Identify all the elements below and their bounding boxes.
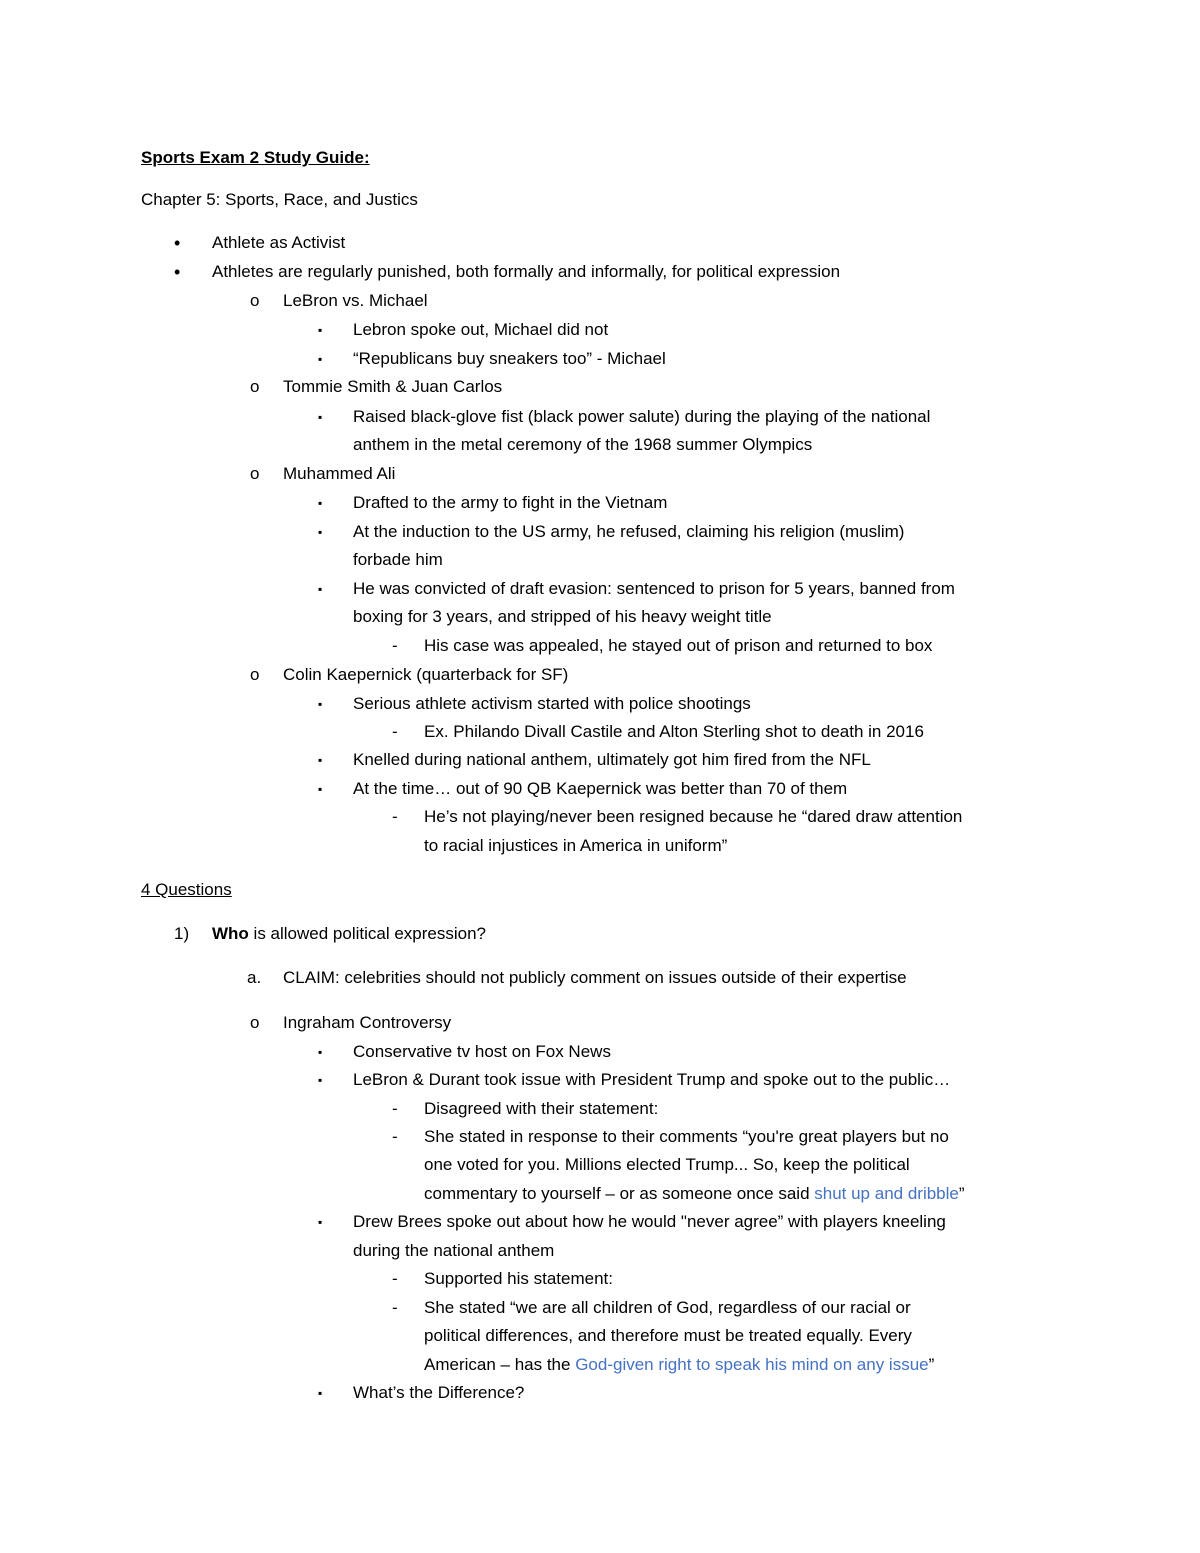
square-bullet-icon: ▪ [318,697,323,711]
question-bold-word: Who [212,924,249,943]
list-item-continuation: boxing for 3 years, and stripped of his heavy weight title [353,607,772,626]
list-subitem-continuation [424,1353,934,1377]
list-subitem: He’s not playing/never been resigned because he “dared draw attention [424,807,963,826]
list-subitem: Supported his statement: [424,1269,614,1288]
list-item-continuation: during the national anthem [353,1241,555,1260]
list-item: He was convicted of draft evasion: sentenced to prison for 5 years, banned from [353,579,955,598]
subheading-lebron: LeBron vs. Michael [283,291,428,310]
list-subitem-continuation: to racial injustices in America in uniform” [424,836,728,855]
list-item: Drew Brees spoke out about how he would "never agree” with players kneeling [353,1212,946,1231]
subheading-ingraham: Ingraham Controversy [283,1013,452,1032]
questions-heading: 4 Questions [141,880,232,899]
dash-bullet-icon: - [392,1298,398,1317]
list-item: Knelled during national anthem, ultimately got him fired from the NFL [353,750,871,769]
list-item: Raised black-glove fist (black power salute) during the playing of the national [353,407,931,426]
dash-bullet-icon: - [392,722,398,741]
claim-letter: a. [247,968,262,987]
subheading-colin: Colin Kaepernick (quarterback for SF) [283,665,569,684]
question-number: 1) [174,924,190,943]
square-bullet-icon: ▪ [318,782,323,796]
dash-bullet-icon: - [392,1127,398,1146]
list-subitem: Ex. Philando Divall Castile and Alton Sterling shot to death in 2016 [424,722,924,741]
list-item: At the time… out of 90 QB Kaepernick was better than 70 of them [353,779,848,798]
square-bullet-icon: ▪ [318,1073,323,1087]
list-subitem: His case was appealed, he stayed out of prison and returned to box [424,636,933,655]
list-subitem: Disagreed with their statement: [424,1099,659,1118]
text-run: ” [958,1184,965,1203]
circle-bullet-icon: o [250,665,260,684]
bullet-dot-icon: • [174,262,181,282]
circle-bullet-icon: o [250,377,260,396]
bullet-text: Athlete as Activist [212,233,346,252]
list-item: What’s the Difference? [353,1383,525,1402]
bullet-dot-icon: • [174,233,181,253]
dash-bullet-icon: - [392,1099,398,1118]
text-run: American – has the [424,1355,576,1374]
chapter-heading: Chapter 5: Sports, Race, and Justics [141,190,418,209]
document-title: Sports Exam 2 Study Guide: [141,148,370,167]
text-run: commentary to yourself – or as someone once said [424,1184,815,1203]
subheading-tommie: Tommie Smith & Juan Carlos [283,377,503,396]
circle-bullet-icon: o [250,291,260,310]
square-bullet-icon: ▪ [318,753,323,767]
claim-text: CLAIM: celebrities should not publicly comment on issues outside of their expertise [283,968,907,987]
list-subitem-continuation [424,1182,965,1206]
highlighted-quote: shut up and dribble [814,1184,959,1203]
dash-bullet-icon: - [392,1269,398,1288]
bullet-text: Athletes are regularly punished, both formally and informally, for political expression [212,262,841,281]
list-item: Conservative tv host on Fox News [353,1042,611,1061]
highlighted-quote: God-given right to speak his mind on any issue [575,1355,929,1374]
square-bullet-icon: ▪ [318,582,323,596]
square-bullet-icon: ▪ [318,1386,323,1400]
square-bullet-icon: ▪ [318,1215,323,1229]
list-item: LeBron & Durant took issue with President Trump and spoke out to the public… [353,1070,951,1089]
list-subitem: She stated in response to their comments “you're great players but no [424,1127,949,1146]
subheading-ali: Muhammed Ali [283,464,396,483]
list-item-continuation: anthem in the metal ceremony of the 1968 summer Olympics [353,435,813,454]
circle-bullet-icon: o [250,464,260,483]
square-bullet-icon: ▪ [318,525,323,539]
list-subitem: She stated “we are all children of God, regardless of our racial or [424,1298,911,1317]
list-item: “Republicans buy sneakers too” - Michael [353,349,666,368]
list-item: Lebron spoke out, Michael did not [353,320,609,339]
list-item: Drafted to the army to fight in the Vietnam [353,493,668,512]
circle-bullet-icon: o [250,1013,260,1032]
square-bullet-icon: ▪ [318,352,323,366]
list-item-continuation: forbade him [353,550,443,569]
text-run: ” [928,1355,935,1374]
question-text [212,922,486,946]
question-rest: is allowed political expression? [248,924,487,943]
list-subitem-continuation: one voted for you. Millions elected Trump... So, keep the political [424,1155,910,1174]
list-item: At the induction to the US army, he refused, claiming his religion (muslim) [353,522,905,541]
square-bullet-icon: ▪ [318,323,323,337]
dash-bullet-icon: - [392,636,398,655]
square-bullet-icon: ▪ [318,410,323,424]
square-bullet-icon: ▪ [318,496,323,510]
list-item: Serious athlete activism started with police shootings [353,694,751,713]
list-subitem-continuation: political differences, and therefore must be treated equally. Every [424,1326,912,1345]
square-bullet-icon: ▪ [318,1045,323,1059]
dash-bullet-icon: - [392,807,398,826]
